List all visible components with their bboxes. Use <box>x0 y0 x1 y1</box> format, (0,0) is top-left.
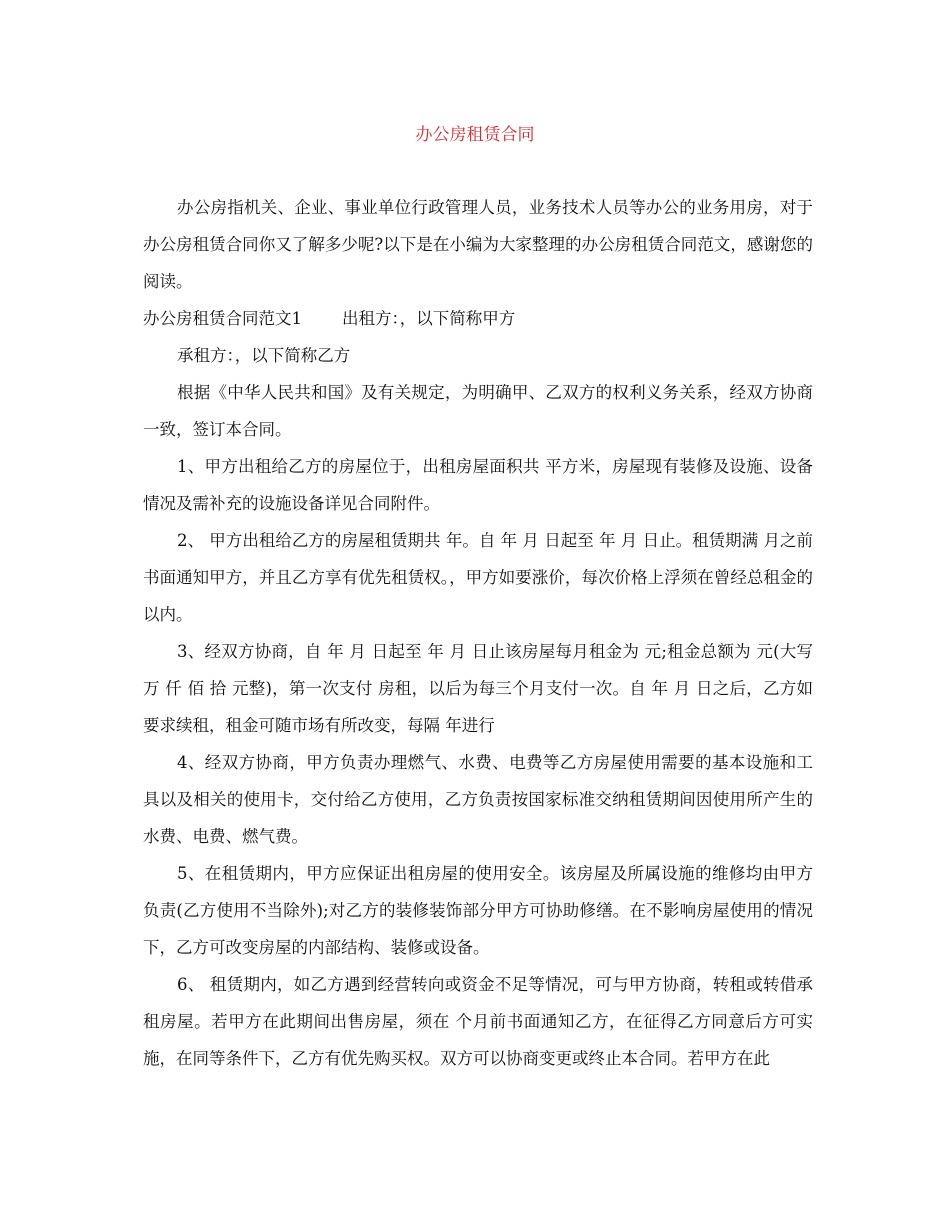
clause-paragraph: 4、经双方协商，甲方负责办理燃气、水费、电费等乙方房屋使用需要的基本设施和工具以及相关的使用卡，交付给乙方使用，乙方负责按国家标准交纳租赁期间因使用所产生的水费、电费、燃气费。 <box>143 753 813 846</box>
sample-heading-line <box>143 300 813 337</box>
preamble-paragraph: 根据《中华人民共和国》及有关规定，为明确甲、乙双方的权利义务关系，经双方协商一致，签订本合同。 <box>143 383 813 439</box>
lessor-line: 出租方：，以下简称甲方 <box>342 309 516 328</box>
sample-heading: 办公房租赁合同范文1 <box>143 309 302 328</box>
clause-paragraph: 5、在租赁期内，甲方应保证出租房屋的使用安全。该房屋及所属设施的维修均由甲方负责(乙方使用不当除外);对乙方的装修装饰部分甲方可协助修缮。在不影响房屋使用的情况下，乙方可改变房屋的内部结构、装修或设备。 <box>143 864 813 957</box>
document-title: 办公房租赁合同 <box>415 125 535 145</box>
document-body <box>143 189 813 1077</box>
clause-paragraph: 3、经双方协商，自 年 月 日起至 年 月 日止该房屋每月租金为 元;租金总额为 元(大写 万 仟 佰 拾 元整)，第一次支付 房租，以后为每三个月支付一次。自 年 月 日之后，乙方如要求续租，租金可随市场有所改变，每隔 年进行 <box>143 642 813 735</box>
clause-paragraph: 1、甲方出租给乙方的房屋位于，出租房屋面积共 平方米，房屋现有装修及设施、设备情况及需补充的设施设备详见合同附件。 <box>143 457 813 513</box>
clause-paragraph: 2、 甲方出租给乙方的房屋租赁期共 年。自 年 月 日起至 年 月 日止。租赁期满 月之前书面通知甲方，并且乙方享有优先租赁权。，甲方如要涨价，每次价格上浮须在曾经总租金的 以内。 <box>143 531 813 624</box>
intro-paragraph: 办公房指机关、企业、事业单位行政管理人员，业务技术人员等办公的业务用房，对于办公房租赁合同你又了解多少呢?以下是在小编为大家整理的办公房租赁合同范文，感谢您的阅读。 <box>143 198 813 291</box>
lessee-line: 承租方：，以下简称乙方 <box>177 346 351 365</box>
clause-paragraph: 6、 租赁期内，如乙方遇到经营转向或资金不足等情况，可与甲方协商，转租或转借承租房屋。若甲方在此期间出售房屋，须在 个月前书面通知乙方，在征得乙方同意后方可实施，在同等条件下，乙方有优先购买权。双方可以协商变更或终止本合同。若甲方在此 <box>143 975 813 1068</box>
